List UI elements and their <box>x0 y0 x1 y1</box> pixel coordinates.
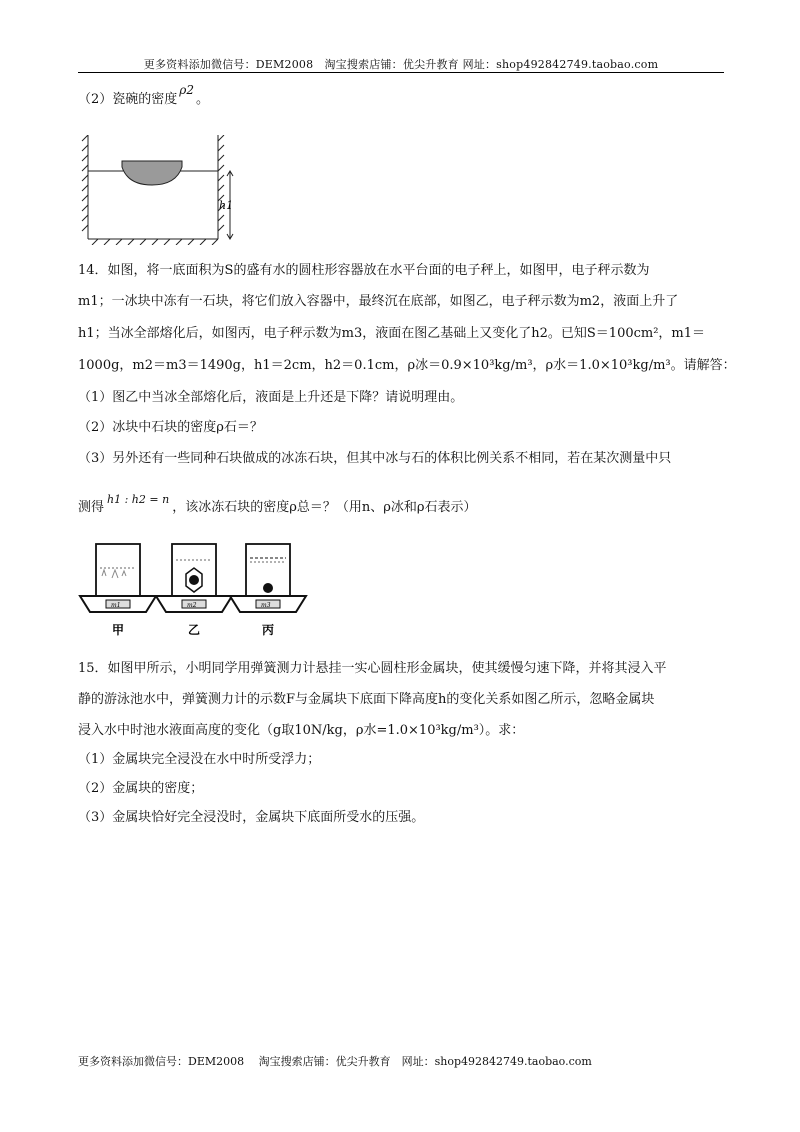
fig-bing-label: 丙 <box>262 623 275 637</box>
fig-bing <box>230 544 306 637</box>
bowl-shape <box>122 161 182 185</box>
fig-jia-label: 甲 <box>112 623 125 637</box>
page-header: 更多资料添加微信号：DEM2008 淘宝搜索店铺：优尖升教育 网址：shop492842749.taobao.com <box>143 58 659 71</box>
q14-part3b-pre: 测得 <box>78 500 105 515</box>
q14-part3b <box>78 493 477 517</box>
q15-part3: （3）金属块恰好完全浸没时，金属块下底面所受水的压强。 <box>78 810 425 825</box>
q15-part1: （1）金属块完全浸没在水中时所受浮力； <box>78 752 321 767</box>
q14-part3b-post: ，该冰冻石块的密度ρ总＝？（用n、ρ冰和ρ石表示） <box>172 500 477 515</box>
q13-bowl-figure <box>80 135 240 245</box>
q14-scales-figure <box>78 540 324 640</box>
q14-ratio-formula: h1 : h2 = n <box>107 493 170 506</box>
q13-part2-text: （2）瓷碗的密度 <box>78 92 178 107</box>
q15-line2: 静的游泳池水中，弹簧测力计的示数F与金属块下底面下降高度h的变化关系如图乙所示，忽略金属块 <box>78 692 655 707</box>
fig-bing-scale-label: m3 <box>261 602 271 609</box>
q14-part3a: （3）另外还有一些同种石块做成的冰冻石块，但其中冰与石的体积比例关系不相同，若在某次测量中只 <box>78 451 672 466</box>
q13-rho2: ρ2 <box>179 83 194 97</box>
page-footer: 更多资料添加微信号：DEM2008 淘宝搜索店铺：优尖升教育 网址：shop492842749.taobao.com <box>78 1055 592 1068</box>
q15-part2: （2）金属块的密度； <box>78 781 204 796</box>
q13-part2-end: 。 <box>195 92 209 107</box>
fig-yi-scale-label: m2 <box>187 602 197 609</box>
q13-part2 <box>78 83 209 109</box>
q15-line3: 浸入水中时池水液面高度的变化（g取10N/kg，ρ水=1.0×10³kg/m³）。求： <box>78 723 525 738</box>
q14-part2: （2）冰块中石块的密度ρ石＝？ <box>78 420 263 435</box>
fig-yi-label: 乙 <box>188 623 201 637</box>
q14-line3: h1；当冰全部熔化后，如图丙，电子秤示数为m3，液面在图乙基础上又变化了h2。已知S＝100cm²，m1＝ <box>78 326 706 341</box>
q13-h1-label: h1 <box>219 199 234 212</box>
q15-line1: 15．如图甲所示，小明同学用弹簧测力计悬挂一实心圆柱形金属块，使其缓慢匀速下降，并将其浸入平 <box>78 661 667 676</box>
header-rule <box>78 72 724 73</box>
q14-part1: （1）图乙中当冰全部熔化后，液面是上升还是下降？请说明理由。 <box>78 390 464 405</box>
q14-line1: 14．如图，将一底面积为S的盛有水的圆柱形容器放在水平台面的电子秤上，如图甲，电子秤示数为 <box>78 263 650 278</box>
fig-jia-scale-label: m1 <box>111 602 121 609</box>
q14-line4: 1000g，m2＝m3＝1490g，h1＝2cm，h2＝0.1cm，ρ冰＝0.9×10³kg/m³，ρ水＝1.0×10³kg/m³。请解答： <box>78 358 736 373</box>
q14-line2: m1；一冰块中冻有一石块，将它们放入容器中，最终沉在底部，如图乙，电子秤示数为m2，液面上升了 <box>78 294 679 309</box>
fig-yi <box>156 544 232 637</box>
fig-jia <box>80 544 156 637</box>
